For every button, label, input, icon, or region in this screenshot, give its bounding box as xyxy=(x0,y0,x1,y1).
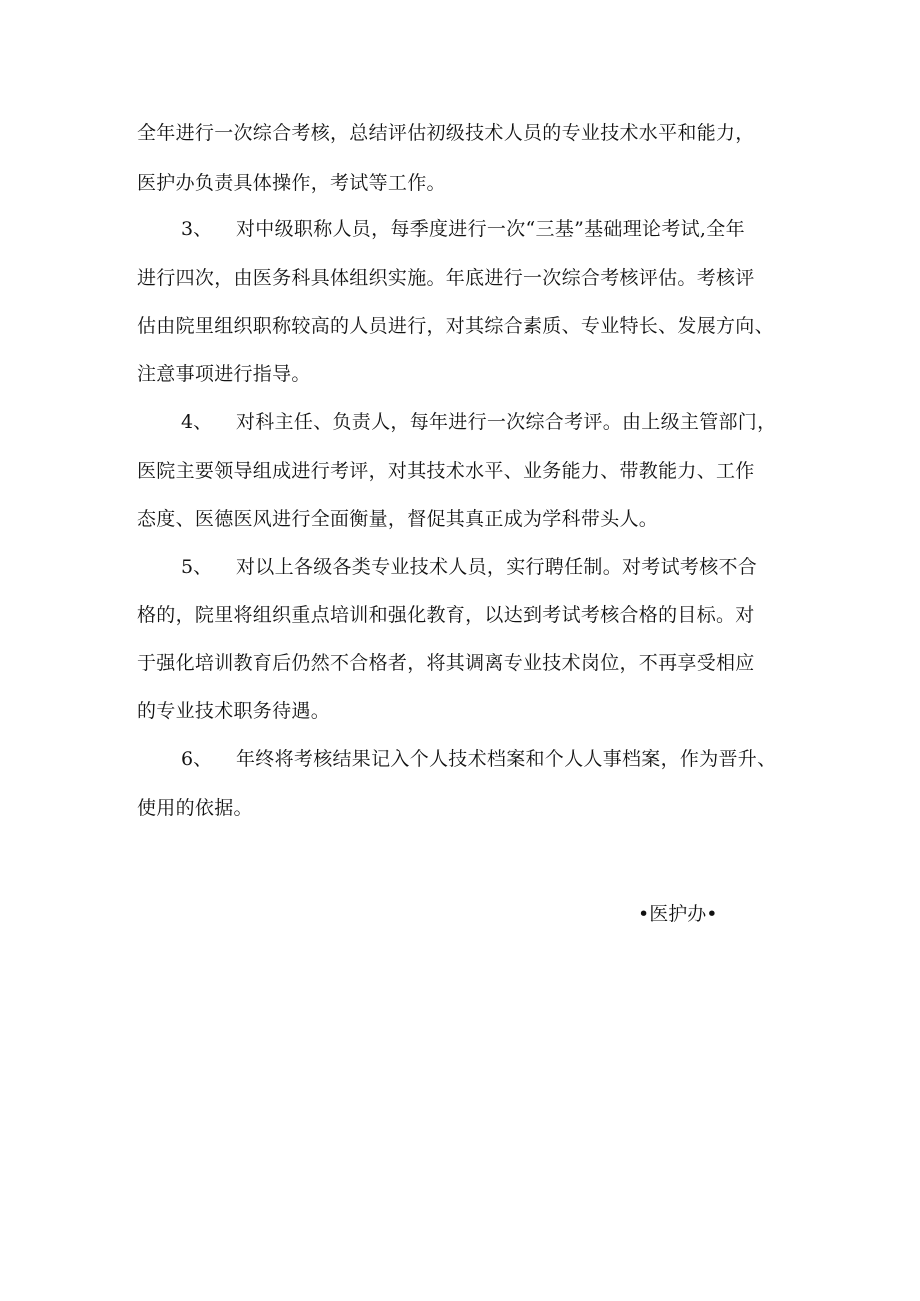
item-4-number: 4、 xyxy=(181,411,213,433)
intro-line-1: 全年进行一次综合考核，总结评估初级技术人员的专业技术水平和能力， xyxy=(137,122,755,144)
item-6-number: 6、 xyxy=(181,748,213,770)
item-3-line-4: 注意事项进行指导。 xyxy=(137,363,311,385)
item-5-number: 5、 xyxy=(181,556,213,578)
signature-department: •医护办• xyxy=(638,903,718,925)
item-3-number: 3、 xyxy=(181,218,213,240)
item-5-line-3: 于强化培训教育后仍然不合格者，将其调离专业技术岗位，不再享受相应 xyxy=(137,652,755,674)
item-3-line-3: 估由院里组织职称较高的人员进行，对其综合素质、专业特长、发展方向、 xyxy=(137,315,774,337)
item-3-line-1: 对中级职称人员，每季度进行一次“三基”基础理论考试,全年 xyxy=(236,218,745,240)
item-4-line-2: 医院主要领导组成进行考评，对其技术水平、业务能力、带教能力、工作 xyxy=(137,460,755,482)
intro-line-2: 医护办负责具体操作，考试等工作。 xyxy=(137,172,446,194)
item-4-line-3: 态度、医德医风进行全面衡量，督促其真正成为学科带头人。 xyxy=(137,508,659,530)
item-5-line-2: 格的，院里将组织重点培训和强化教育，以达到考试考核合格的目标。对 xyxy=(137,604,755,626)
item-3-line-2: 进行四次，由医务科具体组织实施。年底进行一次综合考核评估。考核评 xyxy=(137,267,755,289)
item-5-line-1: 对以上各级各类专业技术人员，实行聘任制。对考试考核不合 xyxy=(236,556,758,578)
item-6-line-1: 年终将考核结果记入个人技术档案和个人人事档案，作为晋升、 xyxy=(236,748,777,770)
item-4-line-1: 对科主任、负责人，每年进行一次综合考评。由上级主管部门， xyxy=(236,411,777,433)
item-5-line-4: 的专业技术职务待遇。 xyxy=(137,700,331,722)
item-6-line-2: 使用的依据。 xyxy=(137,797,253,819)
